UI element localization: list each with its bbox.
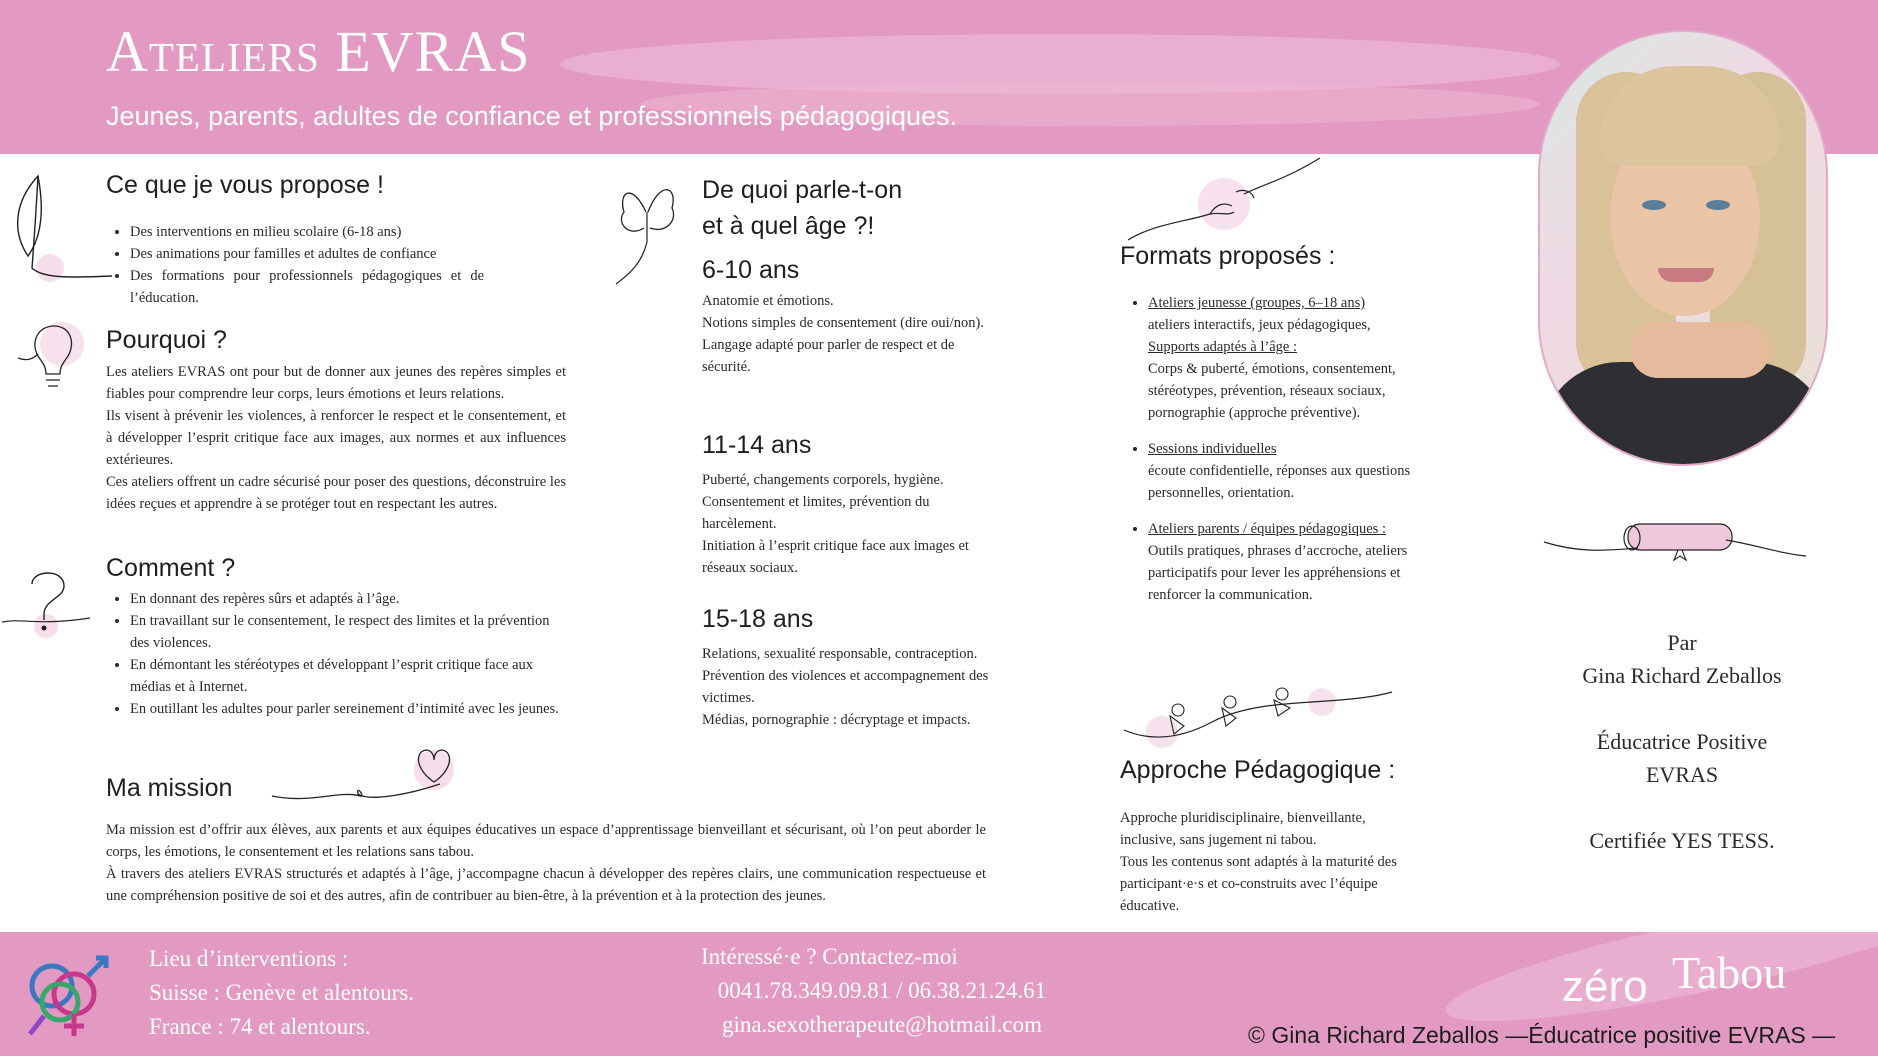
- profile-certification: Certifiée YES TESS.: [1589, 828, 1775, 853]
- reading-people-icon: [1122, 682, 1394, 752]
- contact-title: Intéressé·e ? Contactez-moi: [701, 944, 958, 969]
- feather-icon: [8, 172, 118, 284]
- profile-role: EVRAS: [1645, 762, 1719, 787]
- format-title: Sessions individuelles: [1148, 441, 1277, 457]
- list-item: • Des interventions en milieu scolaire (6-18 ans): [130, 221, 484, 243]
- format-text: écoute confidentielle, réponses aux questions personnelles, orientation.: [1148, 463, 1411, 501]
- age-group-title: 15-18 ans: [702, 605, 814, 633]
- pourquoi-heading: Pourquoi ?: [106, 326, 227, 354]
- formats-heading: Formats proposés :: [1120, 242, 1336, 270]
- profile-by: Par: [1667, 630, 1697, 655]
- comment-heading: Comment ?: [106, 554, 236, 582]
- age-group-title: 6-10 ans: [702, 256, 800, 284]
- scroll-icon: [1542, 514, 1808, 564]
- approche-text: [1120, 807, 1410, 917]
- lightbulb-icon: [14, 318, 94, 398]
- footer-contact: [701, 940, 1063, 1042]
- age-group-title: 11-14 ans: [702, 431, 812, 459]
- age-group-text: [702, 643, 1002, 731]
- ages-heading: [702, 172, 902, 244]
- heart-icon: [270, 744, 466, 804]
- age-group-line: Notions simples de consentement (dire oui/non).: [702, 315, 984, 331]
- age-group-line: Langage adapté pour parler de respect et de sécurité.: [702, 337, 955, 375]
- format-title: Ateliers jeunesse (groupes, 6–18 ans): [1148, 295, 1366, 311]
- page-title: Ateliers EVRAS: [106, 19, 531, 84]
- portrait-photo: [1538, 30, 1828, 466]
- formats-list: [1124, 292, 1414, 606]
- pourquoi-text: [106, 361, 566, 515]
- propose-heading: Ce que je vous propose !: [106, 171, 384, 199]
- age-group-line: Médias, pornographie : décryptage et impacts.: [702, 712, 971, 728]
- mission-text: [106, 819, 986, 907]
- approche-heading: Approche Pédagogique :: [1120, 756, 1396, 784]
- age-group-line: Prévention des violences et accompagnement des victimes.: [702, 668, 989, 706]
- age-group-line: Relations, sexualité responsable, contraception.: [702, 646, 978, 662]
- list-item: • Des animations pour familles et adultes de confiance: [130, 243, 484, 265]
- contact-phones[interactable]: 0041.78.349.09.81 / 06.38.21.24.61: [717, 978, 1047, 1003]
- gender-symbols-icon: [16, 946, 112, 1042]
- mission-paragraph: À travers des ateliers EVRAS structurés et adaptés à l’âge, j’accompagne chacun à développer des repères clairs, une communication respectueuse et une compréhension positive de soi et des autres, afin de contribuer au bien-être, à la prévention et à la protection des jeunes.: [106, 866, 986, 904]
- logo-tabou: Tabou: [1672, 947, 1787, 998]
- age-group-text: [702, 290, 992, 378]
- format-text: Outils pratiques, phrases d’accroche, ateliers participatifs pour lever les appréhensions et renforcer la communication.: [1148, 543, 1408, 603]
- list-item: • En donnant des repères sûrs et adaptés à l’âge.: [130, 588, 566, 610]
- pourquoi-paragraph: Les ateliers EVRAS ont pour but de donner aux jeunes des repères simples et fiables pour comprendre leur corps, leurs émotions et leurs relations.: [106, 364, 566, 402]
- location-title: Lieu d’interventions :: [149, 946, 349, 971]
- page-subtitle: Jeunes, parents, adultes de confiance et professionnels pédagogiques.: [106, 101, 958, 131]
- question-mark-icon: [2, 566, 92, 644]
- list-item: • En démontant les stéréotypes et développant l’esprit critique face aux médias et à Internet.: [130, 654, 566, 698]
- location-line: Suisse : Genève et alentours.: [149, 980, 415, 1005]
- logo-zero: zéro: [1562, 962, 1648, 1011]
- mission-heading: Ma mission: [106, 774, 233, 802]
- footer-location: [149, 942, 414, 1044]
- age-group-text: [702, 469, 992, 579]
- list-item: [1148, 292, 1414, 424]
- propose-list: [106, 221, 484, 309]
- age-group-line: Initiation à l’esprit critique face aux images et réseaux sociaux.: [702, 538, 969, 576]
- format-title: Ateliers parents / équipes pédagogiques :: [1148, 521, 1386, 537]
- contact-email[interactable]: gina.sexotherapeute@hotmail.com: [721, 1012, 1043, 1037]
- list-item: • En outillant les adultes pour parler sereinement d’intimité avec les jeunes.: [130, 698, 566, 720]
- approche-paragraph: Approche pluridisciplinaire, bienveillante, inclusive, sans jugement ni tabou.: [1120, 810, 1366, 848]
- pourquoi-paragraph: Ils visent à prévenir les violences, à renforcer le respect et le consentement, et à développer l’esprit critique face aux images, aux normes et aux influences extérieures.: [106, 408, 566, 468]
- format-subtitle: Supports adaptés à l’âge :: [1148, 339, 1297, 355]
- footer-banner: [0, 932, 1878, 1056]
- profile-role: Éducatrice Positive: [1596, 729, 1768, 754]
- list-item: • Des formations pour professionnels pédagogiques et de l’éducation.: [130, 265, 484, 309]
- comment-list: [106, 588, 566, 720]
- format-text: Corps & puberté, émotions, consentement, stéréotypes, prévention, réseaux sociaux, pornographie (approche préventive).: [1148, 361, 1396, 421]
- list-item: • En travaillant sur le consentement, le respect des limites et la prévention des violences.: [130, 610, 566, 654]
- butterfly-icon: [612, 172, 682, 288]
- list-item: [1148, 518, 1414, 606]
- profile-name: Gina Richard Zeballos: [1582, 663, 1782, 688]
- location-line: France : 74 et alentours.: [149, 1014, 371, 1039]
- format-text: ateliers interactifs, jeux pédagogiques,: [1148, 317, 1371, 333]
- approche-paragraph: Tous les contenus sont adaptés à la maturité des participant·e·s et co-construits avec l’équipe éducative.: [1120, 854, 1397, 914]
- age-group-line: Anatomie et émotions.: [702, 293, 834, 309]
- ages-heading-line: De quoi parle-t-on: [702, 176, 903, 204]
- mission-paragraph: Ma mission est d’offrir aux élèves, aux parents et aux équipes éducatives un espace d’apprentissage bienveillant et sécurisant, où l’on peut aborder le corps, les émotions, le consentement et les relations sans tabou.: [106, 822, 986, 860]
- age-group-line: Consentement et limites, prévention du harcèlement.: [702, 494, 930, 532]
- hands-icon: [1124, 154, 1324, 246]
- ages-heading-line: et à quel âge ?!: [702, 212, 875, 240]
- copyright: © Gina Richard Zeballos —Éducatrice positive EVRAS —: [1248, 1022, 1836, 1048]
- list-item: [1148, 438, 1414, 504]
- pourquoi-paragraph: Ces ateliers offrent un cadre sécurisé pour poser des questions, déconstruire les idées reçues et apprendre à se protéger tout en respectant les autres.: [106, 474, 566, 512]
- age-group-line: Puberté, changements corporels, hygiène.: [702, 472, 944, 488]
